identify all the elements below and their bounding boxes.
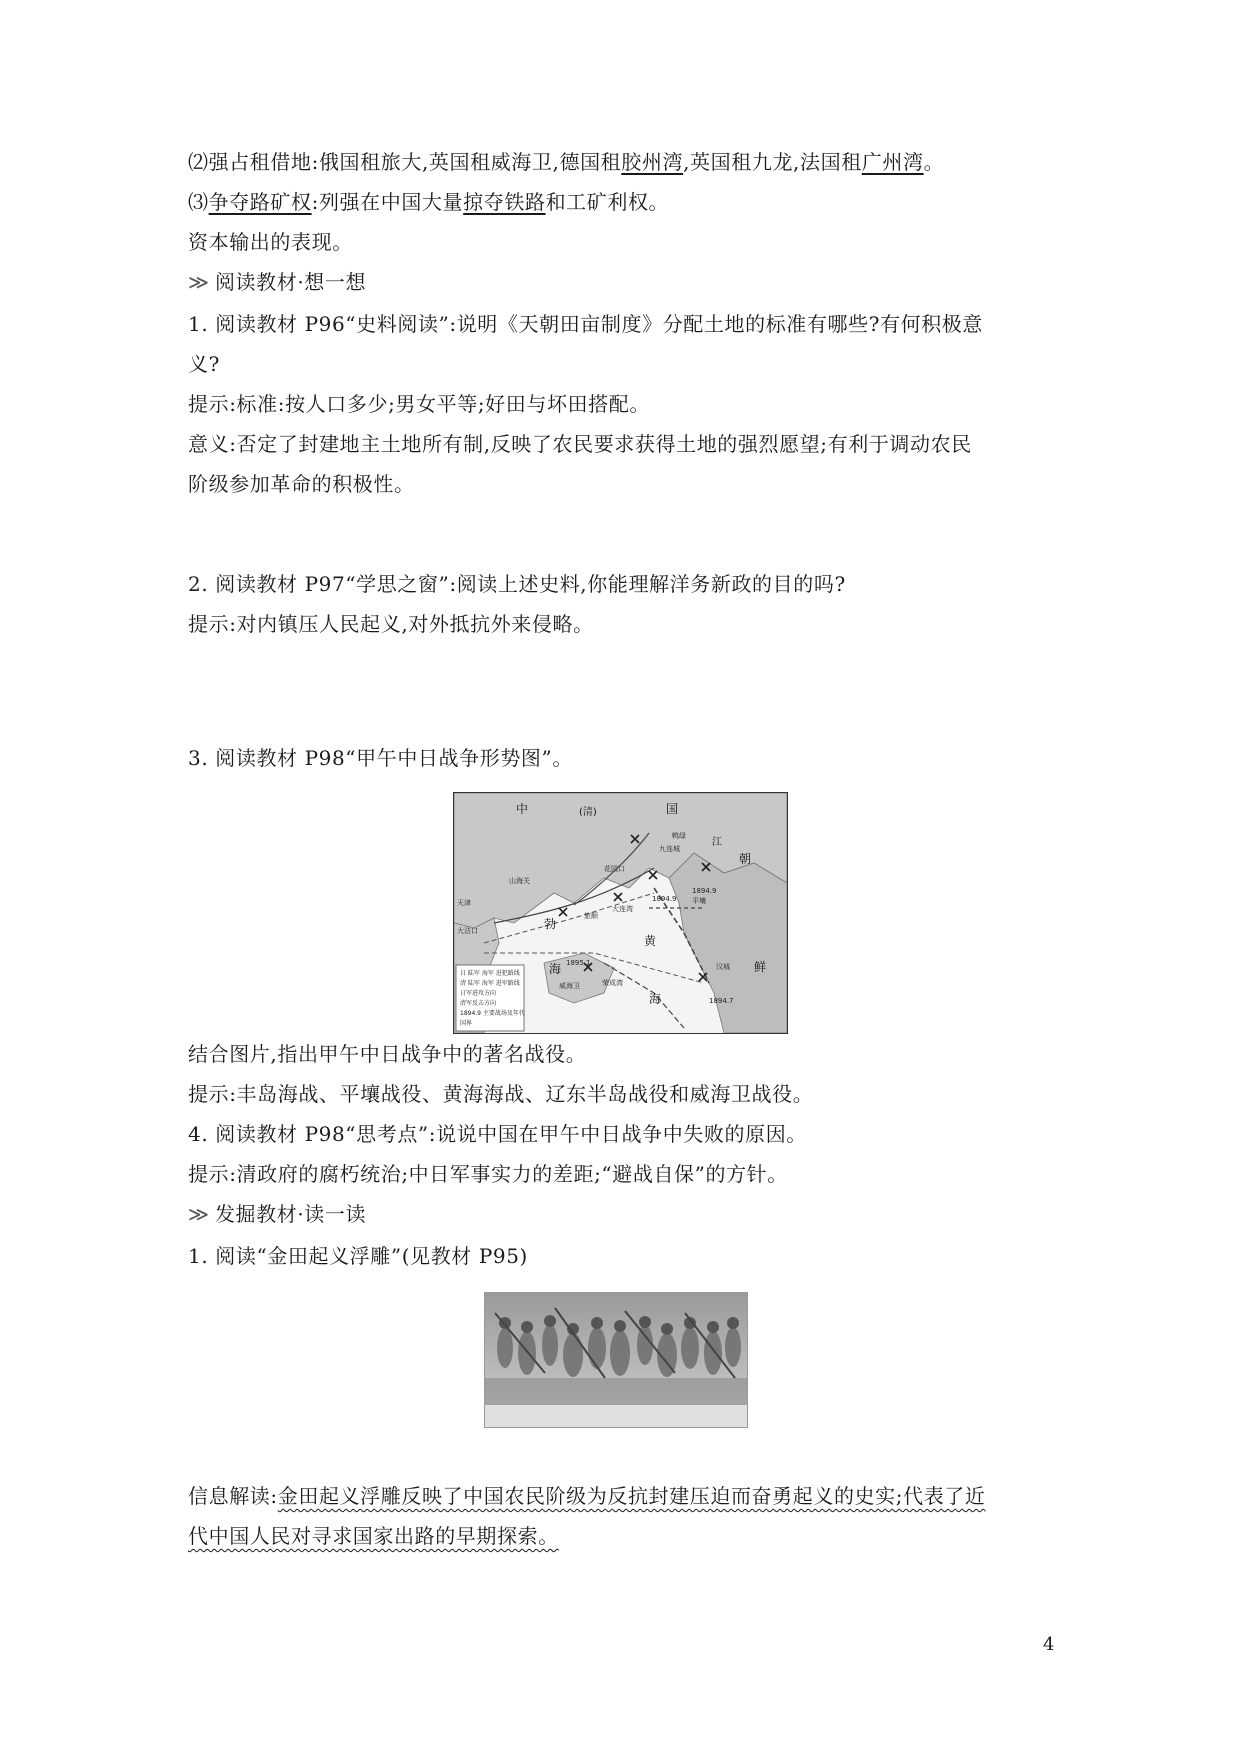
wavy-underlined-text: 代中国人民对寻求国家出路的早期探索。: [188, 1524, 559, 1548]
item-2-line: ⑵强占租借地:俄国租旅大,英国租威海卫,德国租胶州湾,英国租九龙,法国租广州湾。: [188, 150, 945, 174]
question-3: 3. 阅读教材 P98“甲午中日战争形势图”。: [188, 746, 573, 770]
map-label: 天津: [457, 899, 471, 907]
double-chevron-icon: ≫: [188, 270, 207, 294]
item-3-line: ⑶争夺路矿权:列强在中国大量掠夺铁路和工矿利权。: [188, 190, 670, 214]
legend-item: 清 陆军 海军 进军路线: [460, 980, 520, 987]
map-label: 花园口: [604, 865, 625, 873]
map-label: 朝: [739, 852, 752, 866]
legend-item: 日军进攻方向: [460, 990, 497, 997]
map-label: 山海关: [509, 877, 530, 885]
map-label: 大连湾: [612, 905, 633, 913]
jintian-uprising-relief-image: [484, 1292, 748, 1428]
summary-line: 资本输出的表现。: [188, 230, 353, 254]
sino-japanese-war-map: [453, 792, 788, 1034]
legend-item: 清军反击方向: [460, 1000, 497, 1007]
hint-4: 提示:清政府的腐朽统治;中日军事实力的差距;“避战自保”的方针。: [188, 1162, 788, 1186]
map-label: 中: [516, 802, 529, 816]
hint-3: 提示:丰岛海战、平壤战役、黄海海战、辽东半岛战役和威海卫战役。: [188, 1082, 814, 1106]
double-chevron-icon: ≫: [188, 1202, 207, 1226]
legend-item: 1894.9 主要战场及年代: [460, 1010, 525, 1017]
map-caption: 结合图片,指出甲午中日战争中的著名战役。: [188, 1042, 587, 1066]
map-label: 平壤: [692, 897, 706, 905]
map-label: (清): [579, 807, 597, 818]
question-2: 2. 阅读教材 P97“学思之窗”:阅读上述史料,你能理解洋务新政的目的吗?: [188, 572, 846, 596]
map-label: 海: [549, 962, 562, 976]
section-heading: ≫ 发掘教材·读一读: [188, 1202, 367, 1226]
map-label: 大沽口: [457, 927, 478, 935]
question-1-cont: 义?: [188, 352, 220, 376]
legend-item: 日 陆军 海军 进犯路线: [460, 970, 520, 977]
map-label: 旅顺: [584, 912, 598, 920]
underlined-term: 争夺路矿权: [208, 190, 312, 214]
hint-2: 提示:对内镇压人民起义,对外抵抗外来侵略。: [188, 612, 594, 636]
map-label: 荣成湾: [602, 979, 623, 987]
page-number: 4: [1043, 1634, 1055, 1655]
map-label: 1894.7: [709, 997, 734, 1005]
map-label: 国: [666, 802, 679, 816]
meaning-1-cont: 阶级参加革命的积极性。: [188, 472, 415, 496]
map-label: 1895.1: [566, 959, 591, 967]
hint-1: 提示:标准:按人口多少;男女平等;好田与坏田搭配。: [188, 392, 650, 416]
map-label: 汉城: [716, 963, 730, 971]
map-label: 勃: [544, 917, 557, 931]
legend-item: 国界: [460, 1020, 473, 1027]
info-interpretation: 信息解读:金田起义浮雕反映了中国农民阶级为反抗封建压迫而奋勇起义的史实;代表了近: [188, 1484, 986, 1508]
underlined-term: 胶州湾: [621, 150, 684, 174]
meaning-1: 意义:否定了封建地主土地所有制,反映了农民要求获得土地的强烈愿望;有利于调动农民: [188, 432, 972, 456]
map-label: 1894.9: [692, 887, 717, 895]
section-heading: ≫ 阅读教材·想一想: [188, 270, 367, 294]
map-label: 黄: [644, 934, 657, 948]
map-label: 鸭绿: [672, 832, 686, 840]
question-1: 1. 阅读教材 P96“史料阅读”:说明《天朝田亩制度》分配土地的标准有哪些?有何积极意: [188, 312, 984, 336]
map-label: 江: [712, 837, 722, 848]
underlined-term: 广州湾: [861, 150, 924, 174]
map-label: 九连城: [659, 845, 680, 853]
map-label: 1894.9: [652, 895, 677, 903]
map-label: 威海卫: [559, 982, 580, 990]
wavy-underlined-text: 金田起义浮雕反映了中国农民阶级为反抗封建压迫而奋勇起义的史实;代表了近: [277, 1484, 986, 1508]
map-label: 鲜: [754, 960, 767, 974]
info-interpretation-cont: [188, 1522, 559, 1550]
question-4: 4. 阅读教材 P98“思考点”:说说中国在甲午中日战争中失败的原因。: [188, 1122, 807, 1146]
map-label: 海: [649, 992, 662, 1006]
reading-1: 1. 阅读“金田起义浮雕”(见教材 P95): [188, 1244, 528, 1268]
underlined-term: 掠夺铁路: [463, 190, 546, 214]
